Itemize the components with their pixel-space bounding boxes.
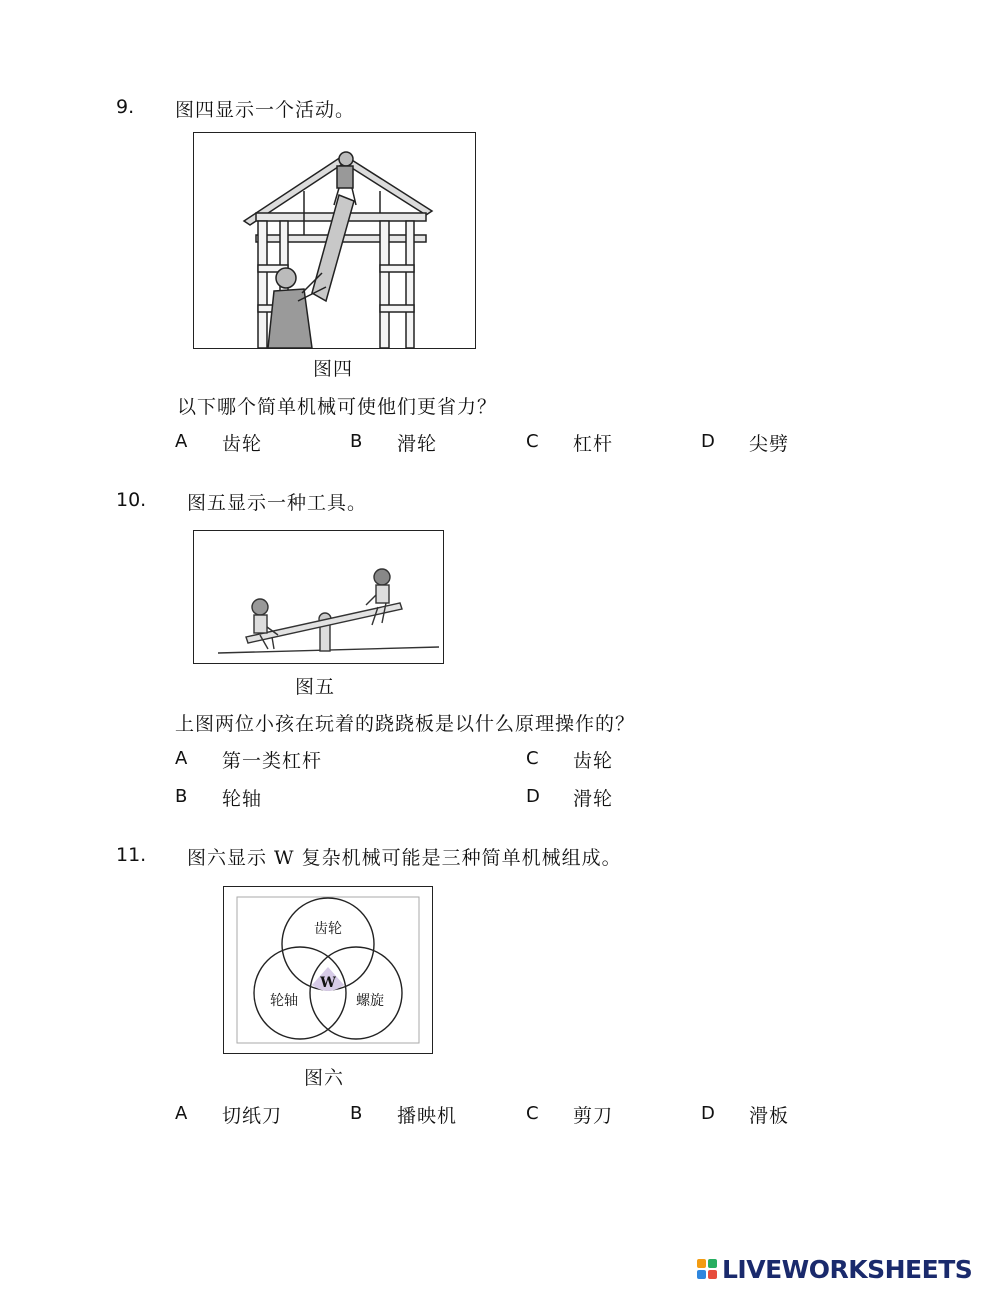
venn-circle-wheel-axle <box>254 947 346 1039</box>
question-11-option-c-letter[interactable]: C <box>526 1103 539 1124</box>
question-10-option-d[interactable]: 滑轮 <box>573 788 614 810</box>
question-10-number: 10. <box>116 489 147 511</box>
figure-5-caption: 图五 <box>295 676 336 698</box>
venn-label-center: W <box>320 975 336 991</box>
question-11-stem: 图六显示 W 复杂机械可能是三种简单机械组成。 <box>187 847 622 869</box>
house-frame-illustration <box>194 133 475 348</box>
question-10-option-a-letter[interactable]: A <box>175 748 188 769</box>
figure-4-house-frame <box>193 132 476 349</box>
question-11-option-b-letter[interactable]: B <box>350 1103 363 1124</box>
question-9-number: 9. <box>116 96 135 118</box>
question-11-option-d[interactable]: 滑板 <box>749 1105 790 1127</box>
figure-5-seesaw <box>193 530 444 664</box>
question-10-option-a[interactable]: 第一类杠杆 <box>222 750 323 772</box>
question-10-option-d-letter[interactable]: D <box>526 786 540 807</box>
question-9-option-b-letter[interactable]: B <box>350 431 363 452</box>
question-9-option-a[interactable]: 齿轮 <box>222 433 263 455</box>
question-11-option-a[interactable]: 切纸刀 <box>222 1105 283 1127</box>
question-9-option-c-letter[interactable]: C <box>526 431 539 452</box>
question-10-stem: 图五显示一种工具。 <box>187 492 368 514</box>
question-11-number: 11. <box>116 844 147 866</box>
question-11-option-c[interactable]: 剪刀 <box>573 1105 614 1127</box>
figure-6-caption: 图六 <box>304 1067 345 1089</box>
figure-4-caption: 图四 <box>313 358 354 380</box>
brand-name: LIVEWORKSHEETS <box>722 1254 973 1284</box>
liveworksheets-logo <box>697 1254 972 1284</box>
live-blocks-icon <box>697 1259 717 1279</box>
question-10-option-b[interactable]: 轮轴 <box>222 788 263 810</box>
venn-diagram <box>224 887 432 1053</box>
question-9-option-d-letter[interactable]: D <box>701 431 715 452</box>
question-9-option-c[interactable]: 杠杆 <box>573 433 614 455</box>
question-11-option-a-letter[interactable]: A <box>175 1103 188 1124</box>
figure-6-venn <box>223 886 433 1054</box>
seesaw-illustration <box>194 531 443 663</box>
question-9-stem: 图四显示一个活动。 <box>175 99 356 121</box>
venn-label-left: 轮轴 <box>270 993 298 1009</box>
venn-label-top: 齿轮 <box>314 921 342 937</box>
question-9-option-b[interactable]: 滑轮 <box>397 433 438 455</box>
question-9-option-a-letter[interactable]: A <box>175 431 188 452</box>
question-10-option-c[interactable]: 齿轮 <box>573 750 614 772</box>
question-9-option-d[interactable]: 尖劈 <box>749 433 790 455</box>
question-10-prompt: 上图两位小孩在玩着的跷跷板是以什么原理操作的？ <box>175 713 636 735</box>
question-9-prompt: 以下哪个简单机械可使他们更省力？ <box>177 396 498 418</box>
question-10-option-b-letter[interactable]: B <box>175 786 188 807</box>
venn-label-right: 螺旋 <box>356 993 384 1009</box>
question-11-option-b[interactable]: 播映机 <box>397 1105 458 1127</box>
question-10-option-c-letter[interactable]: C <box>526 748 539 769</box>
question-11-option-d-letter[interactable]: D <box>701 1103 715 1124</box>
